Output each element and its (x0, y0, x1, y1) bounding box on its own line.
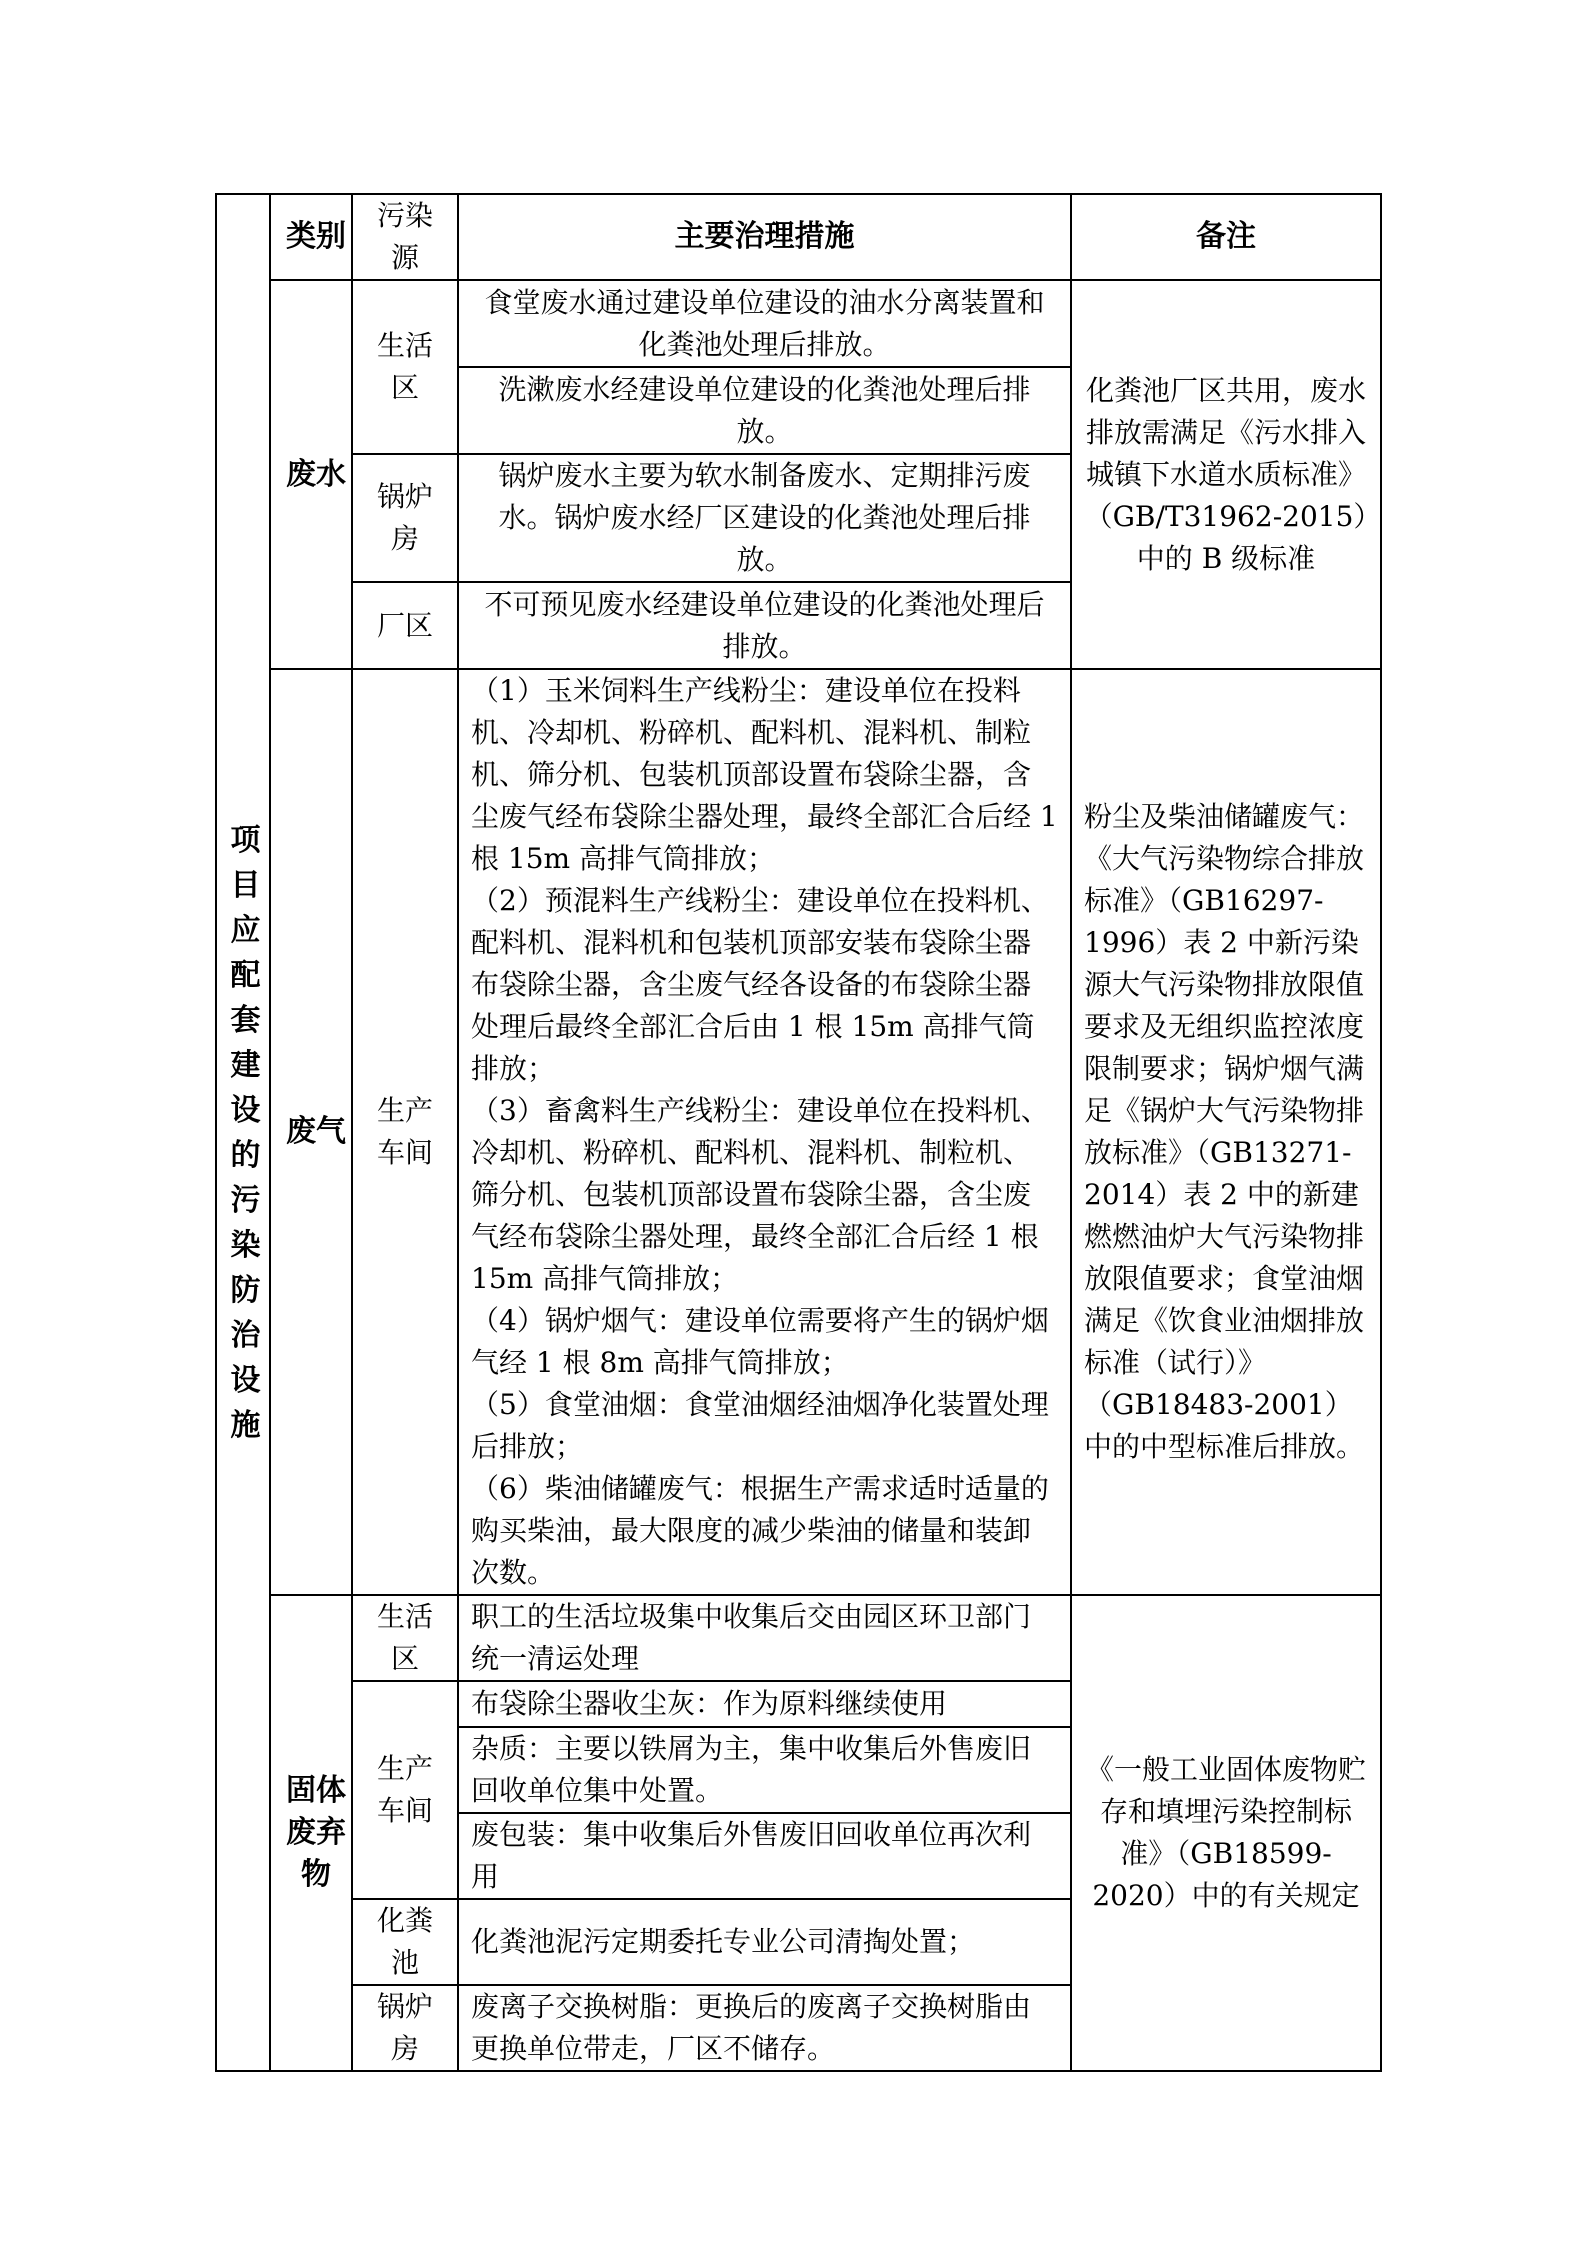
table-row (216, 280, 1381, 367)
table-row (216, 1595, 1381, 1681)
measure-sludge: 化粪池泥污定期委托专业公司清掏处置； (458, 1899, 1071, 1985)
measure-household-waste: 职工的生活垃圾集中收集后交由园区环卫部门统一清运处理 (458, 1595, 1071, 1681)
category-exhaust: 废气 (270, 669, 352, 1595)
category-solid-waste: 固体废弃物 (270, 1595, 352, 2071)
source-boiler-room-solid: 锅炉房 (352, 1985, 458, 2071)
measure-resin: 废离子交换树脂：更换后的废离子交换树脂由更换单位带走，厂区不储存。 (458, 1985, 1071, 2071)
source-boiler-room: 锅炉房 (352, 454, 458, 582)
source-plant-area: 厂区 (352, 582, 458, 669)
measure-canteen-fumes: （5）食堂油烟：食堂油烟经油烟净化装置处理后排放； (471, 1388, 1049, 1463)
source-living-area: 生活区 (352, 280, 458, 454)
measure-boiler-flue-gas: （4）锅炉烟气：建设单位需要将产生的锅炉烟气经 1 根 8m 高排气筒排放； (471, 1304, 1049, 1379)
source-living-area-solid: 生活区 (352, 1595, 458, 1681)
source-workshop-solid: 生产车间 (352, 1681, 458, 1899)
measure-diesel-tank-gas: （6）柴油储罐废气：根据生产需求适时适量的购买柴油，最大限度的减少柴油的储量和装卸次数。 (471, 1472, 1049, 1589)
source-workshop: 生产车间 (352, 669, 458, 1595)
header-source: 污染源 (352, 194, 458, 280)
measure-premix-dust: （2）预混料生产线粉尘：建设单位在投料机、配料机、混料机和包装机顶部安装布袋除尘器布袋除尘器，含尘废气经各设备的布袋除尘器处理后最终全部汇合后由 1 根 15m 高排气筒排放； (471, 884, 1049, 1085)
measures-exhaust (458, 669, 1071, 1595)
note-solid-waste: 《一般工业固体废物贮存和填埋污染控制标准》（GB18599-2020）中的有关规定 (1071, 1595, 1381, 2071)
header-category: 类别 (270, 194, 352, 280)
measure-unforeseen-wastewater: 不可预见废水经建设单位建设的化粪池处理后排放。 (458, 582, 1071, 669)
measure-washing-wastewater: 洗漱废水经建设单位建设的化粪池处理后排放。 (458, 367, 1071, 454)
measure-corn-feed-dust: （1）玉米饲料生产线粉尘：建设单位在投料机、冷却机、粉碎机、配料机、混料机、制粒机、筛分机、包装机顶部设置布袋除尘器，含尘废气经布袋除尘器处理，最终全部汇合后经 1 根 15m 高排气筒排放； (471, 674, 1058, 875)
measure-dust-ash: 布袋除尘器收尘灰：作为原料继续使用 (458, 1681, 1071, 1727)
measure-boiler-wastewater: 锅炉废水主要为软水制备废水、定期排污废水。锅炉废水经厂区建设的化粪池处理后排放。 (458, 454, 1071, 582)
measure-livestock-feed-dust: （3）畜禽料生产线粉尘：建设单位在投料机、冷却机、粉碎机、配料机、混料机、制粒机、筛分机、包装机顶部设置布袋除尘器，含尘废气经布袋除尘器处理，最终全部汇合后经 1 根 15m 高排气筒排放； (471, 1094, 1049, 1295)
header-measures: 主要治理措施 (458, 194, 1071, 280)
note-exhaust: 粉尘及柴油储罐废气：《大气污染物综合排放标准》（GB16297-1996）表 2 中新污染源大气污染物排放限值要求及无组织监控浓度限制要求；锅炉烟气满足《锅炉大气污染物排放标准》（GB13271-2014）表 2 中的新建燃燃油炉大气污染物排放限值要求；食堂油烟满足《饮食业油烟排放标准（试行）》（GB18483-2001）中的中型标准后排放。 (1071, 669, 1381, 1595)
note-wastewater: 化粪池厂区共用，废水排放需满足《污水排入城镇下水道水质标准》（GB/T31962-2015）中的 B 级标准 (1071, 280, 1381, 669)
measure-packaging: 废包装：集中收集后外售废旧回收单位再次利用 (458, 1813, 1071, 1899)
measure-impurities: 杂质：主要以铁屑为主，集中收集后外售废旧回收单位集中处置。 (458, 1727, 1071, 1813)
header-notes: 备注 (1071, 194, 1381, 280)
pollution-control-table (215, 193, 1382, 2072)
section-label: 项目应配套建设的污染防治设施 (216, 194, 270, 2071)
header-row (216, 194, 1381, 280)
table-row (216, 669, 1381, 1595)
measure-canteen-wastewater: 食堂废水通过建设单位建设的油水分离装置和化粪池处理后排放。 (458, 280, 1071, 367)
source-septic-tank: 化粪池 (352, 1899, 458, 1985)
category-wastewater: 废水 (270, 280, 352, 669)
